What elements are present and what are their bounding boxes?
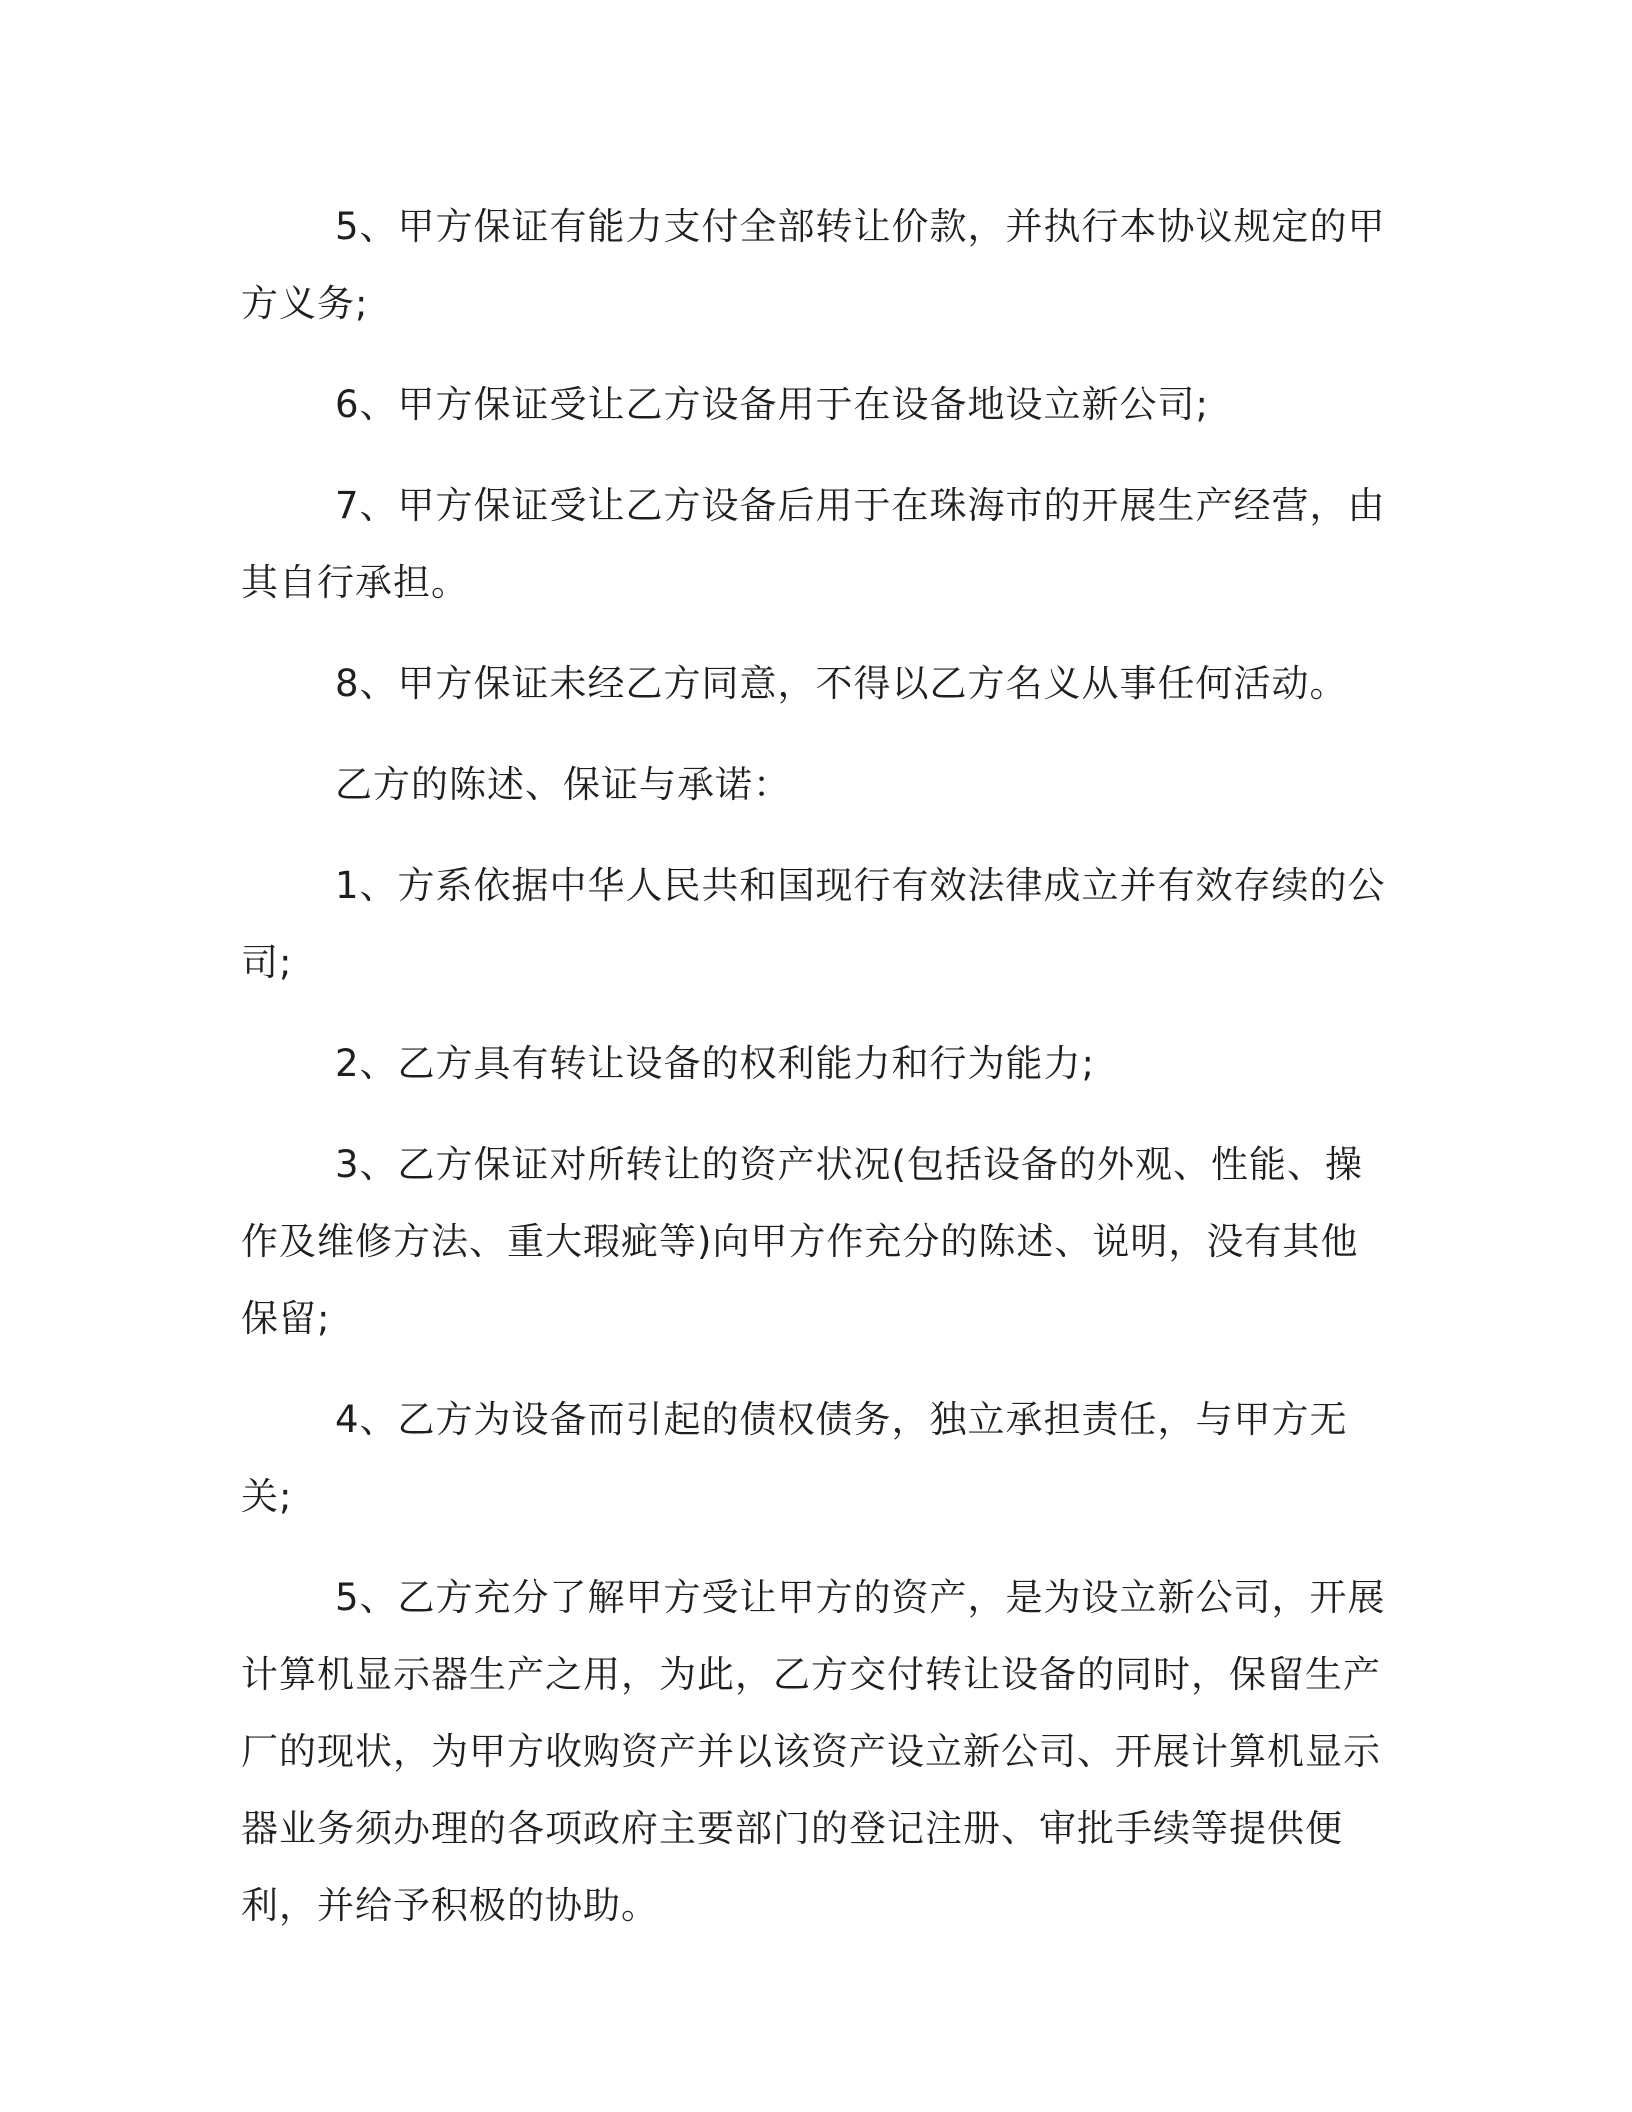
paragraph-party-b-3: 3、乙方保证对所转让的资产状况(包括设备的外观、性能、操作及维修方法、重大瑕疵等)向甲方作充分的陈述、说明，没有其他保留;	[241, 1143, 1363, 1340]
paragraph-party-a-8: 8、甲方保证未经乙方同意，不得以乙方名义从事任何活动。	[335, 662, 1348, 705]
paragraph-party-a-5: 5、甲方保证有能力支付全部转让价款，并执行本协议规定的甲方义务;	[241, 205, 1386, 325]
paragraph-party-a-7: 7、甲方保证受让乙方设备后用于在珠海市的开展生产经营，由其自行承担。	[241, 484, 1386, 604]
paragraph-party-b-5: 5、乙方充分了解甲方受让甲方的资产，是为设立新公司，开展计算机显示器生产之用，为此，乙方交付转让设备的同时，保留生产厂的现状，为甲方收购资产并以该资产设立新公司、开展计算机显示器业务须办理的各项政府主要部门的登记注册、审批手续等提供便利，并给予积极的协助。	[241, 1576, 1386, 1927]
paragraph-party-b-2: 2、乙方具有转让设备的权利能力和行为能力;	[335, 1042, 1096, 1085]
paragraph-party-a-6: 6、甲方保证受让乙方设备用于在设备地设立新公司;	[335, 383, 1210, 426]
paragraph-party-b-1: 1、方系依据中华人民共和国现行有效法律成立并有效存续的公司;	[241, 864, 1386, 984]
document-body	[241, 188, 1391, 1944]
section-heading-party-b: 乙方的陈述、保证与承诺：	[335, 763, 791, 806]
paragraph-party-b-4: 4、乙方为设备而引起的债权债务，独立承担责任，与甲方无关;	[241, 1398, 1348, 1518]
